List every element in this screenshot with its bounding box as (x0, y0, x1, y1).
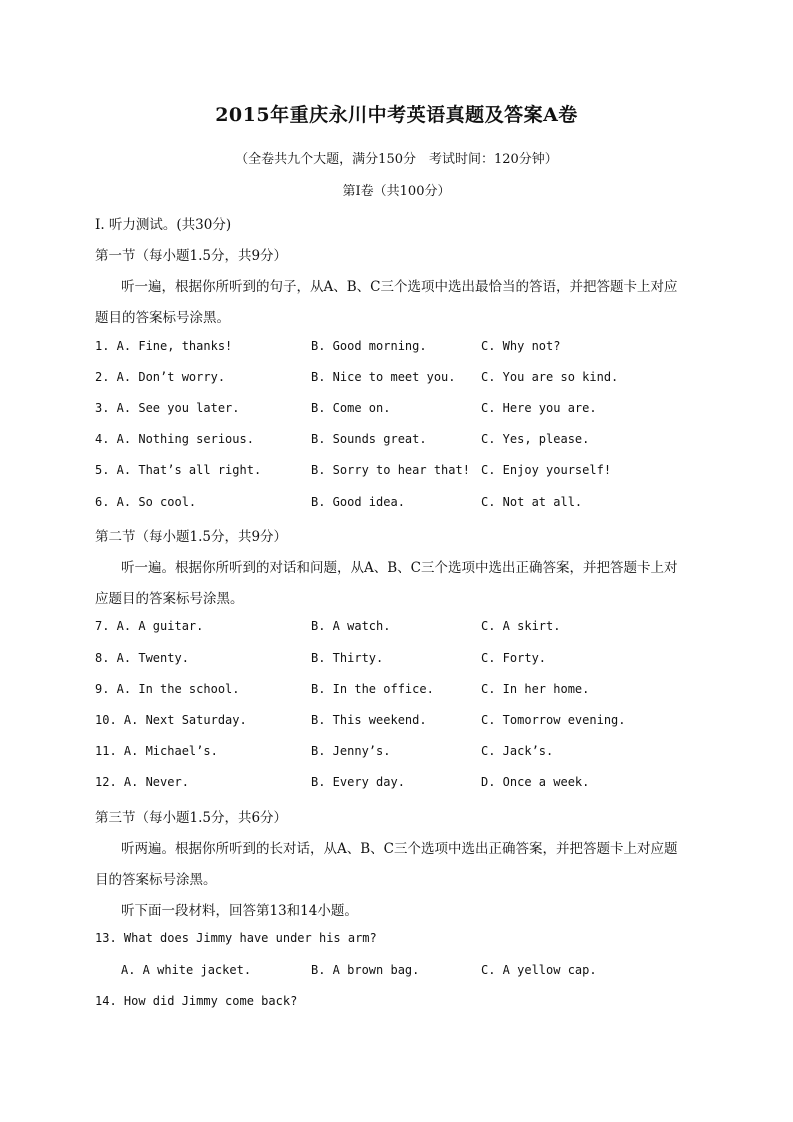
section-3-instruction: 听两遍。根据你所听到的长对话，从A、B、C三个选项中选出正确答案，并把答题卡上对应题 (121, 841, 678, 857)
volume-heading: 第I卷（共100分） (342, 184, 451, 199)
option-c: C. Jack’s. (481, 744, 554, 758)
option-b: B. Nice to meet you. (311, 370, 456, 384)
option-b: B. Sounds great. (311, 432, 427, 446)
option-c: D. Once a week. (481, 775, 590, 789)
section-2-header: 第二节（每小题1.5分，共9分） (95, 529, 288, 545)
option-b: B. Good morning. (311, 339, 427, 353)
option-b: B. In the office. (311, 682, 434, 696)
section-3-instruction-cont: 目的答案标号涂黑。 (95, 872, 217, 888)
option-a: 12. A. Never. (95, 775, 189, 789)
option-c: C. Why not? (481, 339, 561, 353)
option-c: C. Not at all. (481, 495, 583, 509)
option-a: 5. A. That’s all right. (95, 463, 262, 477)
option-b: B. Good idea. (311, 495, 405, 509)
option-b: B. A watch. (311, 619, 391, 633)
option-a: 6. A. So cool. (95, 495, 197, 509)
option-b: B. Every day. (311, 775, 405, 789)
option-a: 2. A. Don’t worry. (95, 370, 226, 384)
option-a: 9. A. In the school. (95, 682, 240, 696)
section-1-instruction-cont: 题目的答案标号涂黑。 (95, 310, 230, 326)
section-1-header: 第一节（每小题1.5分，共9分） (95, 248, 288, 264)
option-c: C. A skirt. (481, 619, 561, 633)
section-2-instruction-cont: 应题目的答案标号涂黑。 (95, 591, 244, 607)
option-c: C. Tomorrow evening. (481, 713, 626, 727)
exam-info: （全卷共九个大题，满分150分 考试时间：120分钟） (235, 152, 558, 167)
section-1-instruction: 听一遍，根据你所听到的句子，从A、B、C三个选项中选出最恰当的答语，并把答题卡上对应 (121, 279, 678, 295)
option-a: 10. A. Next Saturday. (95, 713, 247, 727)
option-c: C. In her home. (481, 682, 590, 696)
option-a: A. A white jacket. (121, 963, 252, 977)
option-b: B. Thirty. (311, 651, 384, 665)
option-c: C. Forty. (481, 651, 547, 665)
page-title: 2015年重庆永川中考英语真题及答案A卷 (215, 104, 578, 126)
option-b: B. Sorry to hear that! (311, 463, 470, 477)
question-14: 14. How did Jimmy come back? (95, 994, 298, 1008)
option-b: B. Come on. (311, 401, 391, 415)
option-a: 11. A. Michael’s. (95, 744, 218, 758)
section-3-material-note: 听下面一段材料，回答第13和14小题。 (121, 903, 358, 919)
option-c: C. Yes, please. (481, 432, 590, 446)
option-a: 8. A. Twenty. (95, 651, 189, 665)
option-a: 4. A. Nothing serious. (95, 432, 254, 446)
option-c: C. A yellow cap. (481, 963, 597, 977)
option-b: B. This weekend. (311, 713, 427, 727)
option-b: B. A brown bag. (311, 963, 420, 977)
option-a: 3. A. See you later. (95, 401, 240, 415)
option-c: C. Here you are. (481, 401, 597, 415)
part-heading: I. 听力测试。(共30分) (95, 217, 232, 233)
option-a: 7. A. A guitar. (95, 619, 204, 633)
option-b: B. Jenny’s. (311, 744, 391, 758)
section-2-instruction: 听一遍。根据你所听到的对话和问题，从A、B、C三个选项中选出正确答案，并把答题卡上对 (121, 560, 678, 576)
question-13: 13. What does Jimmy have under his arm? (95, 931, 377, 945)
section-3-header: 第三节（每小题1.5分，共6分） (95, 810, 288, 826)
option-c: C. You are so kind. (481, 370, 619, 384)
option-a: 1. A. Fine, thanks! (95, 339, 233, 353)
option-c: C. Enjoy yourself! (481, 463, 612, 477)
